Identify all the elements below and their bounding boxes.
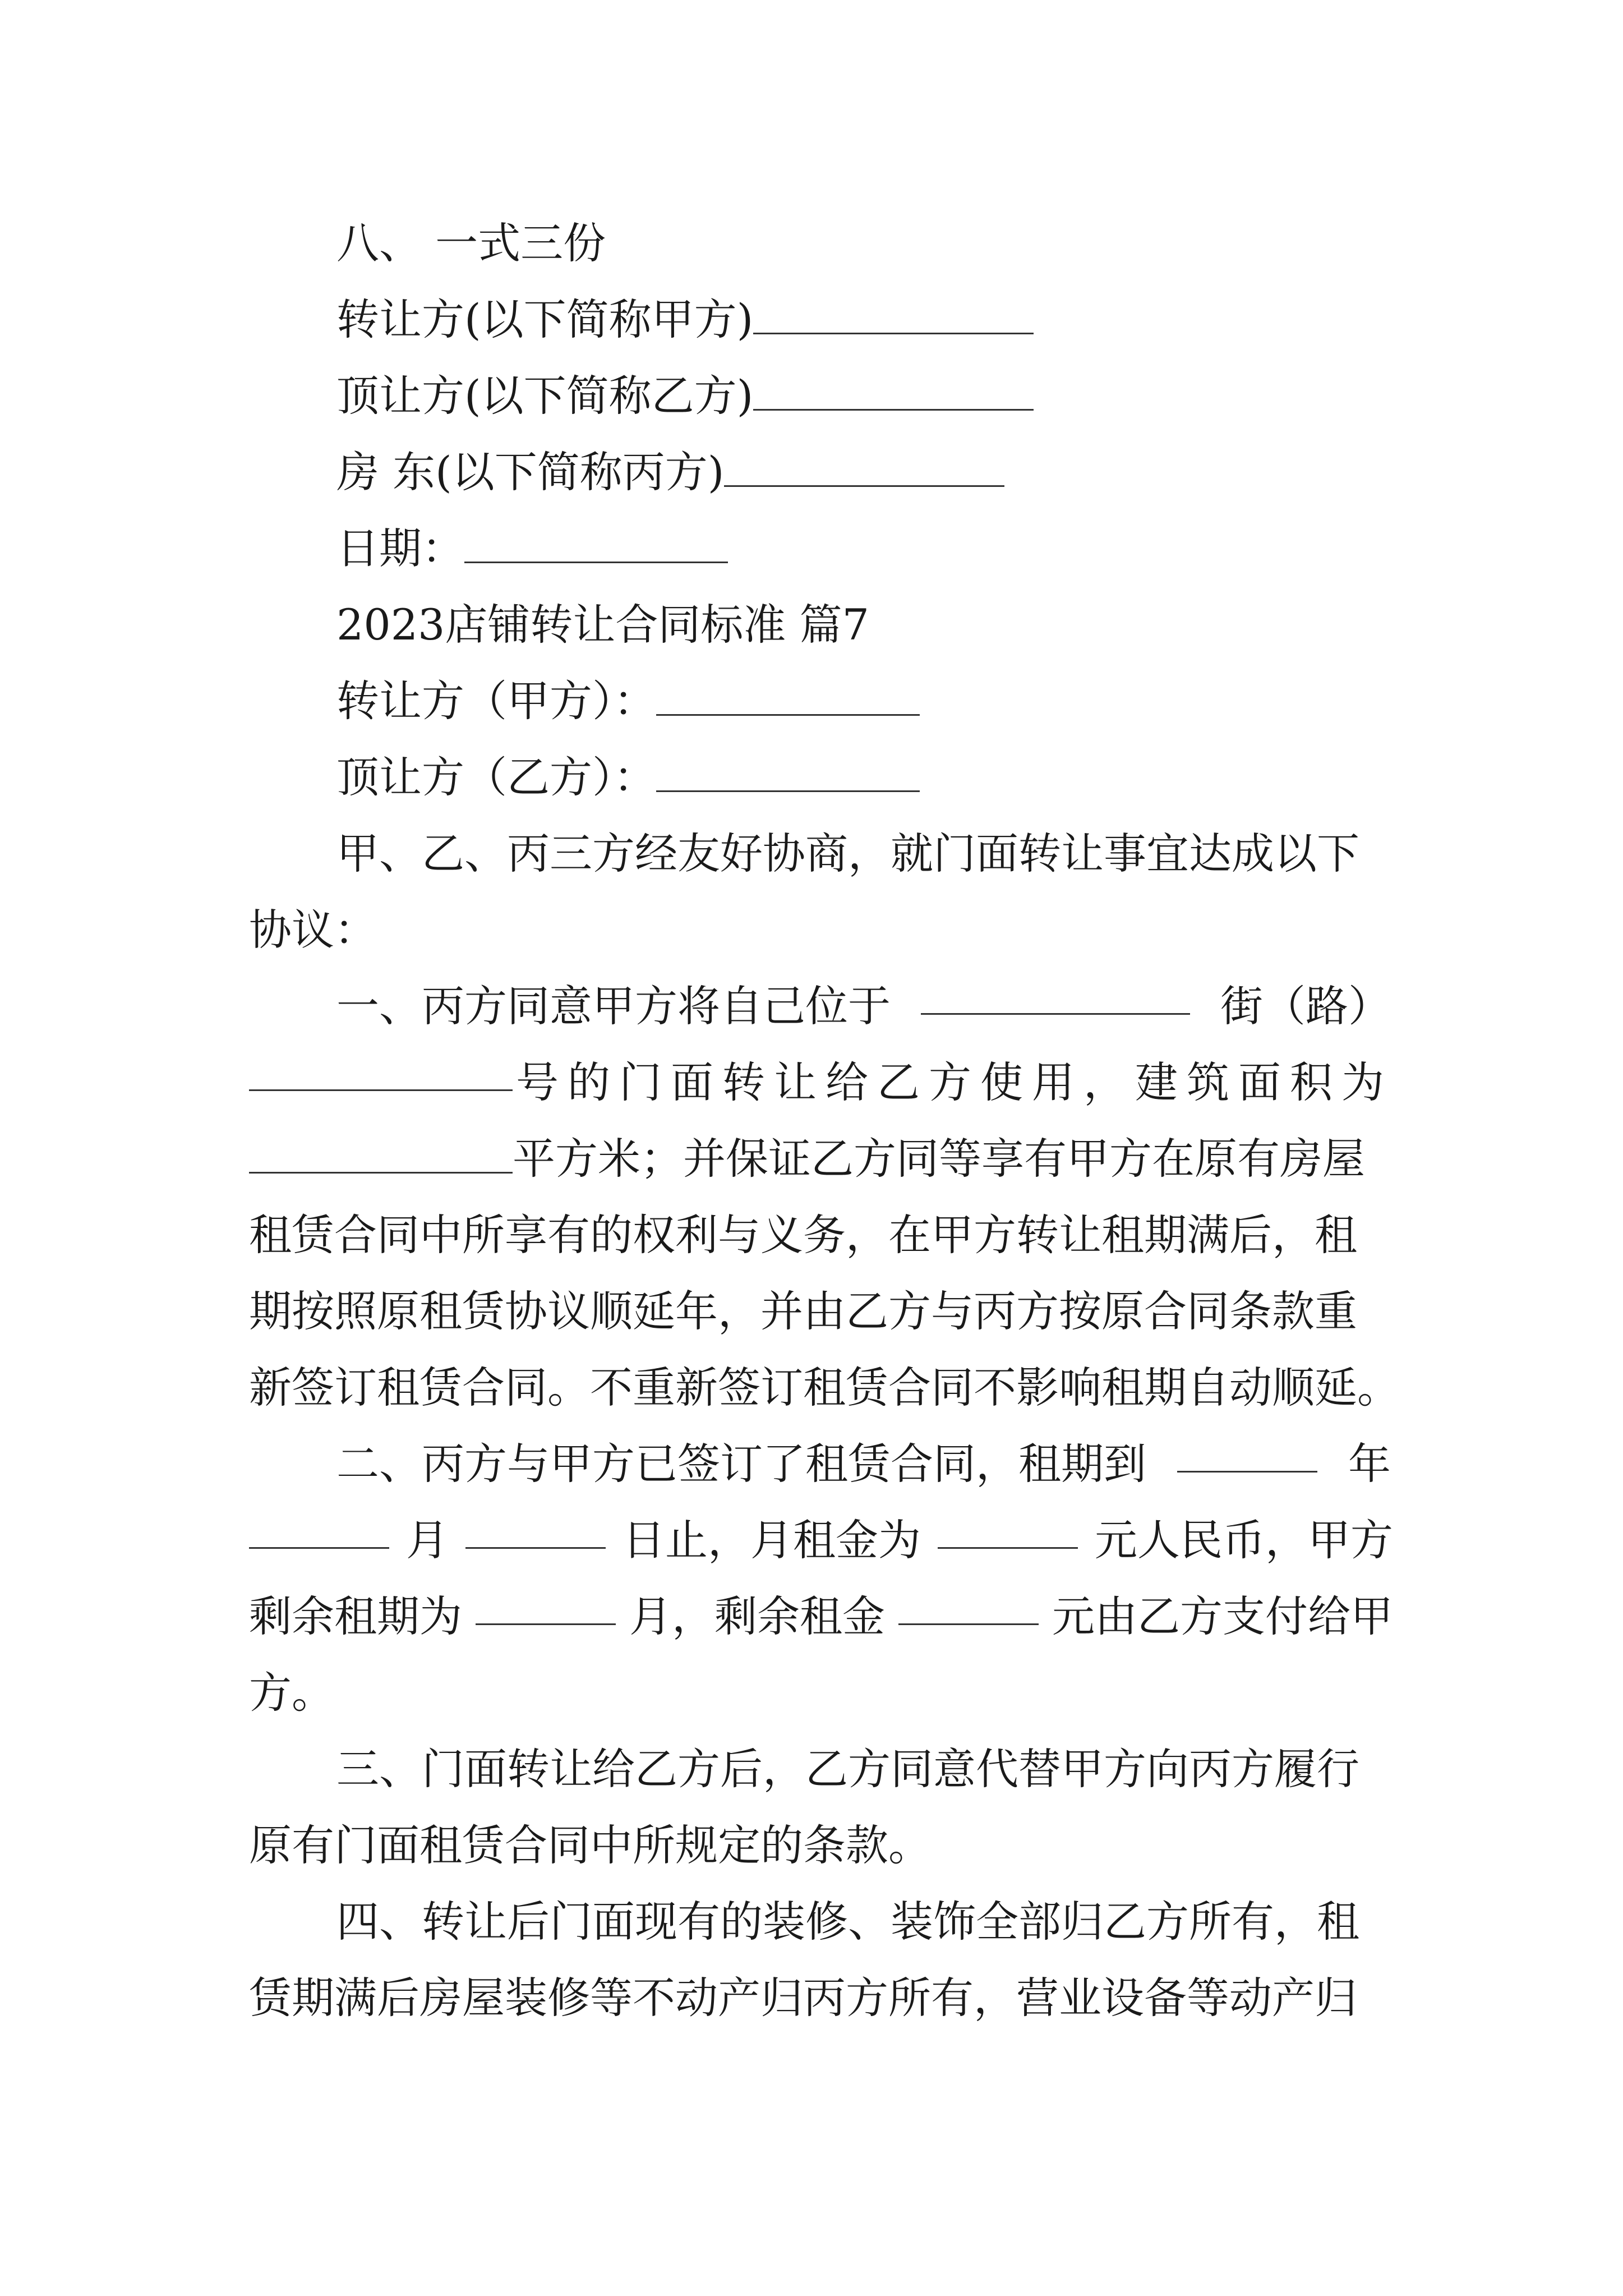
clause-1-line-5: 期按照原租赁协议顺延年，并由乙方与丙方按原合同条款重 (249, 1286, 1357, 1336)
clause-8-line (336, 215, 606, 272)
date-line (336, 521, 728, 577)
clause-2-line-1: 二、丙方与甲方已签订了租赁合同，租期到 年 (336, 1436, 1391, 1492)
transferor-label: 转让方(以下简称甲方) (336, 295, 754, 344)
intro-paragraph-line-2: 协议： (249, 905, 377, 955)
day-blank (465, 1512, 606, 1549)
landlord-line (336, 444, 1004, 500)
transferor-blank (753, 298, 1034, 334)
clause-4-line-2: 赁期满后房屋装修等不动产归丙方所有，营业设备等动产归 (249, 1973, 1357, 2023)
clause-1-line-4: 租赁合同中所享有的权利与义务，在甲方转让租期满后，租 (249, 1210, 1357, 1260)
date-label: 日期： (336, 523, 464, 573)
area-blank (249, 1137, 513, 1174)
party-b-label: 顶让方（乙方）： (336, 752, 656, 802)
clause-2-line-3: 剩余租期为 月，剩余租金 元由乙方支付给甲 (249, 1589, 1393, 1645)
section-title-text: 2023店铺转让合同标准 篇7 (336, 600, 869, 650)
remaining-rent-blank (898, 1589, 1039, 1625)
clause-1-line-1: 一、丙方同意甲方将自己位于 街（路） (336, 978, 1391, 1034)
remaining-term-blank (476, 1589, 616, 1625)
clause-2-line-2: 月 日止，月租金为 元人民币，甲方 (249, 1512, 1393, 1568)
clause-1-line-6: 新签订租赁合同。不重新签订租赁合同不影响租期自动顺延。 (249, 1363, 1400, 1412)
month-blank (249, 1512, 389, 1549)
street-blank (921, 978, 1190, 1015)
section-title (336, 597, 869, 653)
clause-1-line-3: 平方米；并保证乙方同等享有甲方在原有房屋 (249, 1131, 1365, 1187)
clause-1-line-2: 号的门面转让给乙方使用，建筑面积为 (249, 1055, 1393, 1111)
clause-3-line-1: 三、门面转让给乙方后，乙方同意代替甲方向丙方履行 (336, 1744, 1359, 1794)
party-b-blank (656, 756, 920, 792)
transferor-line (336, 292, 1034, 348)
landlord-label: 房 东(以下简称丙方) (336, 447, 725, 497)
transferee-blank (753, 374, 1034, 411)
year-blank (1177, 1436, 1317, 1473)
intro-paragraph-line-1: 甲、乙、丙三方经友好协商，就门面转让事宜达成以下 (336, 829, 1359, 878)
party-a-blank (656, 679, 920, 716)
party-a-label: 转让方（甲方）： (336, 676, 656, 726)
clause-2-line-4: 方。 (249, 1668, 334, 1718)
number-blank (249, 1055, 513, 1091)
clause-4-line-1: 四、转让后门面现有的装修、装饰全部归乙方所有，租 (336, 1897, 1359, 1947)
date-blank (464, 527, 728, 563)
party-b-line (336, 749, 920, 806)
clause-3-line-2: 原有门面租赁合同中所规定的条款。 (249, 1820, 931, 1870)
rent-blank (938, 1512, 1078, 1549)
transferee-label: 顶让方(以下简称乙方) (336, 371, 754, 421)
clause-8-text: 八、 一式三份 (336, 218, 606, 268)
transferee-line (336, 368, 1034, 424)
landlord-blank (724, 450, 1004, 487)
party-a-line (336, 673, 920, 729)
